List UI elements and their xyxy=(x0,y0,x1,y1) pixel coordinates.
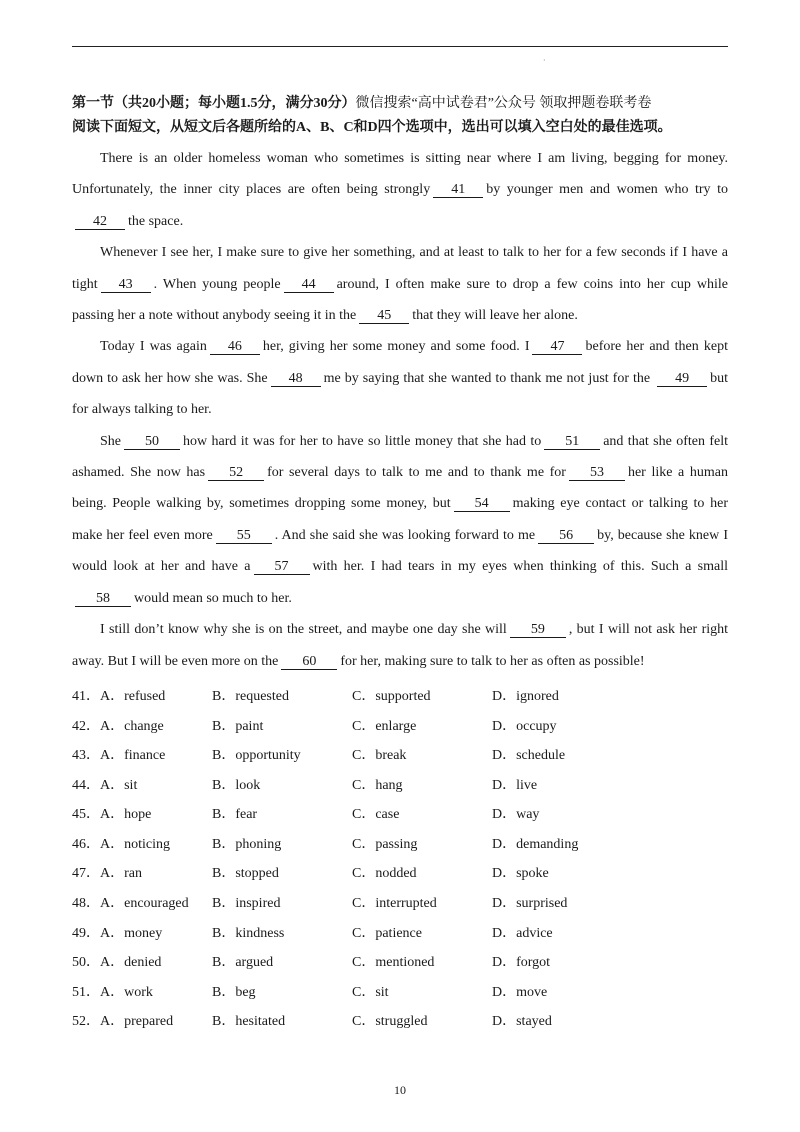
page-content xyxy=(72,93,728,1040)
text-span: that they will leave her alone. xyxy=(412,308,578,324)
text-span: but for always talking to her. xyxy=(72,370,729,418)
option-c: C．interrupted xyxy=(352,896,437,912)
section-instruction: 阅读下面短文，从短文后各题所给的A、B、C和D四个选项中，选出可以填入空白处的最佳选项。 xyxy=(72,120,672,135)
text-span: me by saying that she wanted to thank me not just for the xyxy=(323,370,651,386)
text-span: for several days to talk to me and to thank me for xyxy=(267,465,566,481)
blank-41: 41 xyxy=(433,182,483,198)
text-span: around, I often make sure to drop a few coins into her cup while passing her a note without anybody seeing it in the xyxy=(72,276,728,324)
option-row-45 xyxy=(72,803,728,833)
paragraph-4 xyxy=(72,426,728,614)
blank-58: 58 xyxy=(75,591,131,607)
option-c: C．nodded xyxy=(352,866,417,882)
option-row-42 xyxy=(72,715,728,745)
text-span: before her and then kept down to ask her how she was. She xyxy=(72,339,728,386)
blank-54: 54 xyxy=(454,496,510,512)
option-c: C．hang xyxy=(352,777,403,793)
blank-49: 49 xyxy=(657,371,707,387)
top-rule xyxy=(72,46,728,47)
option-d: D．occupy xyxy=(492,718,557,734)
option-d: D．ignored xyxy=(492,688,559,704)
option-b: B．hesitated xyxy=(212,1014,286,1030)
blank-52: 52 xyxy=(208,465,264,481)
option-row-49 xyxy=(72,922,728,952)
option-a: 45．A．hope xyxy=(72,807,152,823)
option-b: B．look xyxy=(212,777,261,793)
option-d: D．demanding xyxy=(492,836,579,852)
text-span: Today I was again xyxy=(100,339,207,355)
option-a: 48．A．encouraged xyxy=(72,896,189,912)
text-span: by younger men and women who try to xyxy=(486,182,728,198)
option-a: 41．A．refused xyxy=(72,688,166,704)
option-b: B．fear xyxy=(212,807,258,823)
blank-43: 43 xyxy=(101,277,151,293)
paragraph-1 xyxy=(72,143,728,237)
option-a: 47．A．ran xyxy=(72,866,142,882)
option-row-43 xyxy=(72,744,728,774)
text-span: She xyxy=(100,433,121,449)
option-row-50 xyxy=(72,951,728,981)
text-span: I still don’t know why she is on the street, and maybe one day she will xyxy=(100,622,507,638)
text-span: with her. I had tears in my eyes when thinking of this. Such a small xyxy=(312,559,728,575)
answer-options xyxy=(72,685,728,1040)
option-c: C．enlarge xyxy=(352,718,417,734)
blank-42: 42 xyxy=(75,214,125,230)
option-b: B．paint xyxy=(212,718,264,734)
blank-57: 57 xyxy=(254,559,310,575)
option-row-47 xyxy=(72,862,728,892)
option-c: C．mentioned xyxy=(352,955,435,971)
blank-53: 53 xyxy=(569,465,625,481)
section-heading-title: 第一节（共20小题；每小题1.5分，满分30分） xyxy=(72,96,356,111)
option-a: 52．A．prepared xyxy=(72,1014,174,1030)
cloze-passage xyxy=(72,143,728,677)
option-d: D．surprised xyxy=(492,896,568,912)
option-d: D．forgot xyxy=(492,955,551,971)
blank-48: 48 xyxy=(271,371,321,387)
section-heading xyxy=(72,93,728,115)
blank-47: 47 xyxy=(532,339,582,355)
option-d: D．spoke xyxy=(492,866,549,882)
blank-45: 45 xyxy=(359,308,409,324)
text-span: would mean so much to her. xyxy=(134,590,292,606)
option-b: B．stopped xyxy=(212,866,279,882)
option-c: C．case xyxy=(352,807,400,823)
blank-46: 46 xyxy=(210,339,260,355)
option-row-52 xyxy=(72,1010,728,1040)
option-a: 42．A．change xyxy=(72,718,164,734)
text-span: how hard it was for her to have so little money that she had to xyxy=(183,433,542,449)
text-span: and that she often felt ashamed. She now has xyxy=(72,433,728,481)
blank-59: 59 xyxy=(510,622,566,638)
paragraph-5 xyxy=(72,614,728,677)
blank-50: 50 xyxy=(124,434,180,450)
option-row-46 xyxy=(72,833,728,863)
option-b: B．requested xyxy=(212,688,289,704)
blank-44: 44 xyxy=(284,277,334,293)
option-d: D．move xyxy=(492,984,548,1000)
text-span: her like a human being. People walking by, sometimes dropping some money, but xyxy=(72,465,728,512)
option-b: B．argued xyxy=(212,955,274,971)
option-d: D．stayed xyxy=(492,1014,552,1030)
option-d: D．schedule xyxy=(492,748,566,764)
option-b: B．kindness xyxy=(212,925,285,941)
option-b: B．phoning xyxy=(212,836,282,852)
paragraph-3 xyxy=(72,331,728,425)
option-c: C．passing xyxy=(352,836,418,852)
page-number: 10 xyxy=(394,1083,406,1097)
blank-55: 55 xyxy=(216,528,272,544)
option-d: D．way xyxy=(492,807,540,823)
paragraph-2 xyxy=(72,237,728,331)
option-a: 51．A．work xyxy=(72,984,153,1000)
option-a: 46．A．noticing xyxy=(72,836,170,852)
option-b: B．opportunity xyxy=(212,748,301,764)
text-span: There is an older homeless woman who sometimes is sitting near where I am living, begging for money. Unfortunately, the inner city places are often being strongly xyxy=(72,151,728,198)
text-span: . When young people xyxy=(153,276,281,292)
option-d: D．advice xyxy=(492,925,553,941)
tiny-mark: · xyxy=(543,56,546,65)
text-span: making eye contact or talking to her make her feel even more xyxy=(72,496,728,543)
option-row-44 xyxy=(72,774,728,804)
option-c: C．struggled xyxy=(352,1014,428,1030)
text-span: Whenever I see her, I make sure to give her something, and at least to talk to her for a few seconds if I have a tight xyxy=(72,245,728,292)
blank-60: 60 xyxy=(281,654,337,670)
option-c: C．break xyxy=(352,748,407,764)
text-span: by, because she knew I would look at her and have a xyxy=(72,527,729,575)
option-b: B．beg xyxy=(212,984,256,1000)
text-span: her, giving her some money and some food. I xyxy=(262,339,530,355)
option-a: 44．A．sit xyxy=(72,777,138,793)
text-span: the space. xyxy=(128,213,184,229)
option-row-51 xyxy=(72,981,728,1011)
option-row-41 xyxy=(72,685,728,715)
option-row-48 xyxy=(72,892,728,922)
option-a: 50．A．denied xyxy=(72,955,162,971)
text-span: . And she said she was looking forward to me xyxy=(274,527,536,543)
text-span: , but I will not ask her right away. But I will be even more on the xyxy=(72,622,729,669)
promo-text: 微信搜索“高中试卷君”公众号 领取押题卷联考卷 xyxy=(355,96,652,111)
option-b: B．inspired xyxy=(212,896,281,912)
option-c: C．sit xyxy=(352,984,389,1000)
option-a: 43．A．finance xyxy=(72,748,166,764)
text-span: for her, making sure to talk to her as often as possible! xyxy=(340,653,645,669)
blank-51: 51 xyxy=(544,434,600,450)
option-c: C．supported xyxy=(352,688,431,704)
option-a: 49．A．money xyxy=(72,925,163,941)
option-c: C．patience xyxy=(352,925,422,941)
option-d: D．live xyxy=(492,777,538,793)
blank-56: 56 xyxy=(538,528,594,544)
